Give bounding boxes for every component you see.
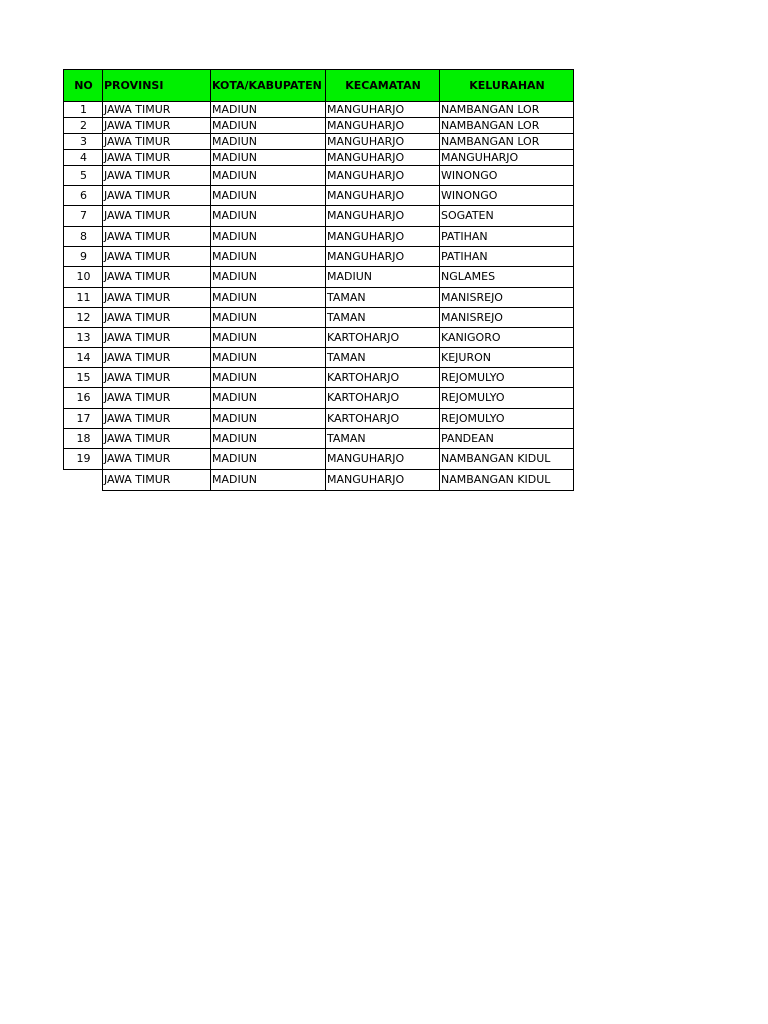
cell-kota-kabupaten[interactable]: MADIUN <box>211 348 326 368</box>
table-row <box>64 388 574 409</box>
cell-no[interactable]: 18 <box>64 429 103 449</box>
cell-kelurahan[interactable]: SOGATEN <box>440 206 574 227</box>
table-row <box>64 409 574 429</box>
table-row <box>64 348 574 368</box>
cell-kota-kabupaten[interactable]: MADIUN <box>211 267 326 288</box>
table-row <box>64 267 574 288</box>
cell-kota-kabupaten[interactable]: MADIUN <box>211 288 326 308</box>
table-row <box>64 150 574 166</box>
cell-kota-kabupaten[interactable]: MADIUN <box>211 328 326 348</box>
cell-no[interactable]: 3 <box>64 134 103 150</box>
cell-kelurahan[interactable]: REJOMULYO <box>440 409 574 429</box>
cell-kota-kabupaten[interactable]: MADIUN <box>211 227 326 247</box>
cell-no[interactable]: 8 <box>64 227 103 247</box>
cell-no[interactable]: 9 <box>64 247 103 267</box>
cell-kecamatan[interactable]: MANGUHARJO <box>326 470 440 491</box>
table-row <box>64 328 574 348</box>
cell-kelurahan[interactable]: PANDEAN <box>440 429 574 449</box>
cell-provinsi[interactable]: JAWA TIMUR <box>103 206 211 227</box>
cell-no[interactable]: 16 <box>64 388 103 409</box>
cell-kota-kabupaten[interactable]: MADIUN <box>211 102 326 118</box>
table-row <box>64 449 574 470</box>
table-row <box>64 206 574 227</box>
cell-provinsi[interactable]: JAWA TIMUR <box>103 267 211 288</box>
cell-kecamatan[interactable]: MANGUHARJO <box>326 166 440 186</box>
cell-kelurahan[interactable]: WINONGO <box>440 166 574 186</box>
cell-provinsi[interactable]: JAWA TIMUR <box>103 247 211 267</box>
cell-kota-kabupaten[interactable]: MADIUN <box>211 118 326 134</box>
table-body <box>64 102 574 491</box>
cell-kecamatan[interactable]: MANGUHARJO <box>326 206 440 227</box>
cell-kecamatan[interactable]: TAMAN <box>326 308 440 328</box>
cell-kota-kabupaten[interactable]: MADIUN <box>211 150 326 166</box>
cell-kelurahan[interactable]: KEJURON <box>440 348 574 368</box>
cell-no[interactable]: 14 <box>64 348 103 368</box>
cell-no[interactable]: 2 <box>64 118 103 134</box>
cell-kecamatan[interactable]: KARTOHARJO <box>326 368 440 388</box>
cell-no[interactable]: 17 <box>64 409 103 429</box>
cell-kota-kabupaten[interactable]: MADIUN <box>211 388 326 409</box>
cell-kelurahan[interactable]: NAMBANGAN LOR <box>440 118 574 134</box>
cell-kecamatan[interactable]: MANGUHARJO <box>326 118 440 134</box>
cell-no[interactable]: 6 <box>64 186 103 206</box>
table-row <box>64 247 574 267</box>
cell-provinsi[interactable]: JAWA TIMUR <box>103 368 211 388</box>
cell-provinsi[interactable]: JAWA TIMUR <box>103 470 211 491</box>
table-row <box>64 368 574 388</box>
table-row <box>64 102 574 118</box>
cell-provinsi[interactable]: JAWA TIMUR <box>103 308 211 328</box>
cell-kecamatan[interactable]: MANGUHARJO <box>326 186 440 206</box>
cell-no[interactable]: 10 <box>64 267 103 288</box>
cell-provinsi[interactable]: JAWA TIMUR <box>103 348 211 368</box>
cell-kelurahan[interactable]: MANGUHARJO <box>440 150 574 166</box>
cell-kecamatan[interactable]: MANGUHARJO <box>326 134 440 150</box>
cell-no[interactable]: 12 <box>64 308 103 328</box>
cell-no[interactable]: 13 <box>64 328 103 348</box>
cell-provinsi[interactable]: JAWA TIMUR <box>103 166 211 186</box>
cell-provinsi[interactable]: JAWA TIMUR <box>103 409 211 429</box>
cell-kelurahan[interactable]: NAMBANGAN KIDUL <box>440 470 574 491</box>
cell-kelurahan[interactable]: PATIHAN <box>440 247 574 267</box>
cell-kota-kabupaten[interactable]: MADIUN <box>211 429 326 449</box>
cell-kelurahan[interactable]: PATIHAN <box>440 227 574 247</box>
table-row <box>64 166 574 186</box>
cell-kota-kabupaten[interactable]: MADIUN <box>211 470 326 491</box>
table-row <box>64 227 574 247</box>
table-row <box>64 186 574 206</box>
header-provinsi: PROVINSI <box>103 70 211 102</box>
table-row <box>64 118 574 134</box>
cell-kecamatan[interactable]: TAMAN <box>326 348 440 368</box>
cell-kelurahan[interactable]: NAMBANGAN KIDUL <box>440 449 574 470</box>
cell-kecamatan[interactable]: MADIUN <box>326 267 440 288</box>
cell-no[interactable]: 5 <box>64 166 103 186</box>
cell-kecamatan[interactable]: KARTOHARJO <box>326 388 440 409</box>
cell-kota-kabupaten[interactable]: MADIUN <box>211 134 326 150</box>
cell-no[interactable]: 15 <box>64 368 103 388</box>
cell-kecamatan[interactable]: MANGUHARJO <box>326 449 440 470</box>
cell-kecamatan[interactable]: MANGUHARJO <box>326 227 440 247</box>
cell-provinsi[interactable]: JAWA TIMUR <box>103 288 211 308</box>
cell-kelurahan[interactable]: REJOMULYO <box>440 388 574 409</box>
cell-kelurahan[interactable]: NGLAMES <box>440 267 574 288</box>
cell-kelurahan[interactable]: KANIGORO <box>440 328 574 348</box>
cell-provinsi[interactable]: JAWA TIMUR <box>103 118 211 134</box>
cell-kota-kabupaten[interactable]: MADIUN <box>211 449 326 470</box>
cell-kota-kabupaten[interactable]: MADIUN <box>211 247 326 267</box>
cell-provinsi[interactable]: JAWA TIMUR <box>103 102 211 118</box>
cell-kelurahan[interactable]: NAMBANGAN LOR <box>440 134 574 150</box>
cell-kota-kabupaten[interactable]: MADIUN <box>211 186 326 206</box>
cell-no[interactable]: 19 <box>64 449 103 470</box>
cell-provinsi[interactable]: JAWA TIMUR <box>103 449 211 470</box>
cell-kecamatan[interactable]: MANGUHARJO <box>326 247 440 267</box>
cell-no[interactable] <box>64 470 103 491</box>
cell-no[interactable]: 1 <box>64 102 103 118</box>
cell-kecamatan[interactable]: TAMAN <box>326 429 440 449</box>
cell-kecamatan[interactable]: MANGUHARJO <box>326 102 440 118</box>
header-kelurahan: KELURAHAN <box>440 70 574 102</box>
cell-kelurahan[interactable]: REJOMULYO <box>440 368 574 388</box>
cell-provinsi[interactable]: JAWA TIMUR <box>103 429 211 449</box>
header-kecamatan: KECAMATAN <box>326 70 440 102</box>
cell-kota-kabupaten[interactable]: MADIUN <box>211 409 326 429</box>
header-kota-kabupaten: KOTA/KABUPATEN <box>211 70 326 102</box>
cell-kecamatan[interactable]: TAMAN <box>326 288 440 308</box>
cell-provinsi[interactable]: JAWA TIMUR <box>103 134 211 150</box>
cell-no[interactable]: 7 <box>64 206 103 227</box>
cell-kecamatan[interactable]: KARTOHARJO <box>326 409 440 429</box>
cell-kelurahan[interactable]: MANISREJO <box>440 288 574 308</box>
cell-provinsi[interactable]: JAWA TIMUR <box>103 328 211 348</box>
cell-kecamatan[interactable]: MANGUHARJO <box>326 150 440 166</box>
table-row <box>64 134 574 150</box>
cell-provinsi[interactable]: JAWA TIMUR <box>103 150 211 166</box>
cell-kota-kabupaten[interactable]: MADIUN <box>211 368 326 388</box>
header-row <box>64 70 574 102</box>
cell-no[interactable]: 11 <box>64 288 103 308</box>
cell-kelurahan[interactable]: WINONGO <box>440 186 574 206</box>
cell-kota-kabupaten[interactable]: MADIUN <box>211 206 326 227</box>
table-row <box>64 308 574 328</box>
header-no: NO <box>64 70 103 102</box>
cell-kelurahan[interactable]: MANISREJO <box>440 308 574 328</box>
cell-provinsi[interactable]: JAWA TIMUR <box>103 227 211 247</box>
cell-kecamatan[interactable]: KARTOHARJO <box>326 328 440 348</box>
table-row <box>64 429 574 449</box>
cell-kota-kabupaten[interactable]: MADIUN <box>211 308 326 328</box>
cell-provinsi[interactable]: JAWA TIMUR <box>103 388 211 409</box>
cell-no[interactable]: 4 <box>64 150 103 166</box>
table-row <box>64 470 574 491</box>
cell-provinsi[interactable]: JAWA TIMUR <box>103 186 211 206</box>
cell-kota-kabupaten[interactable]: MADIUN <box>211 166 326 186</box>
cell-kelurahan[interactable]: NAMBANGAN LOR <box>440 102 574 118</box>
table-row <box>64 288 574 308</box>
data-table <box>63 69 574 491</box>
